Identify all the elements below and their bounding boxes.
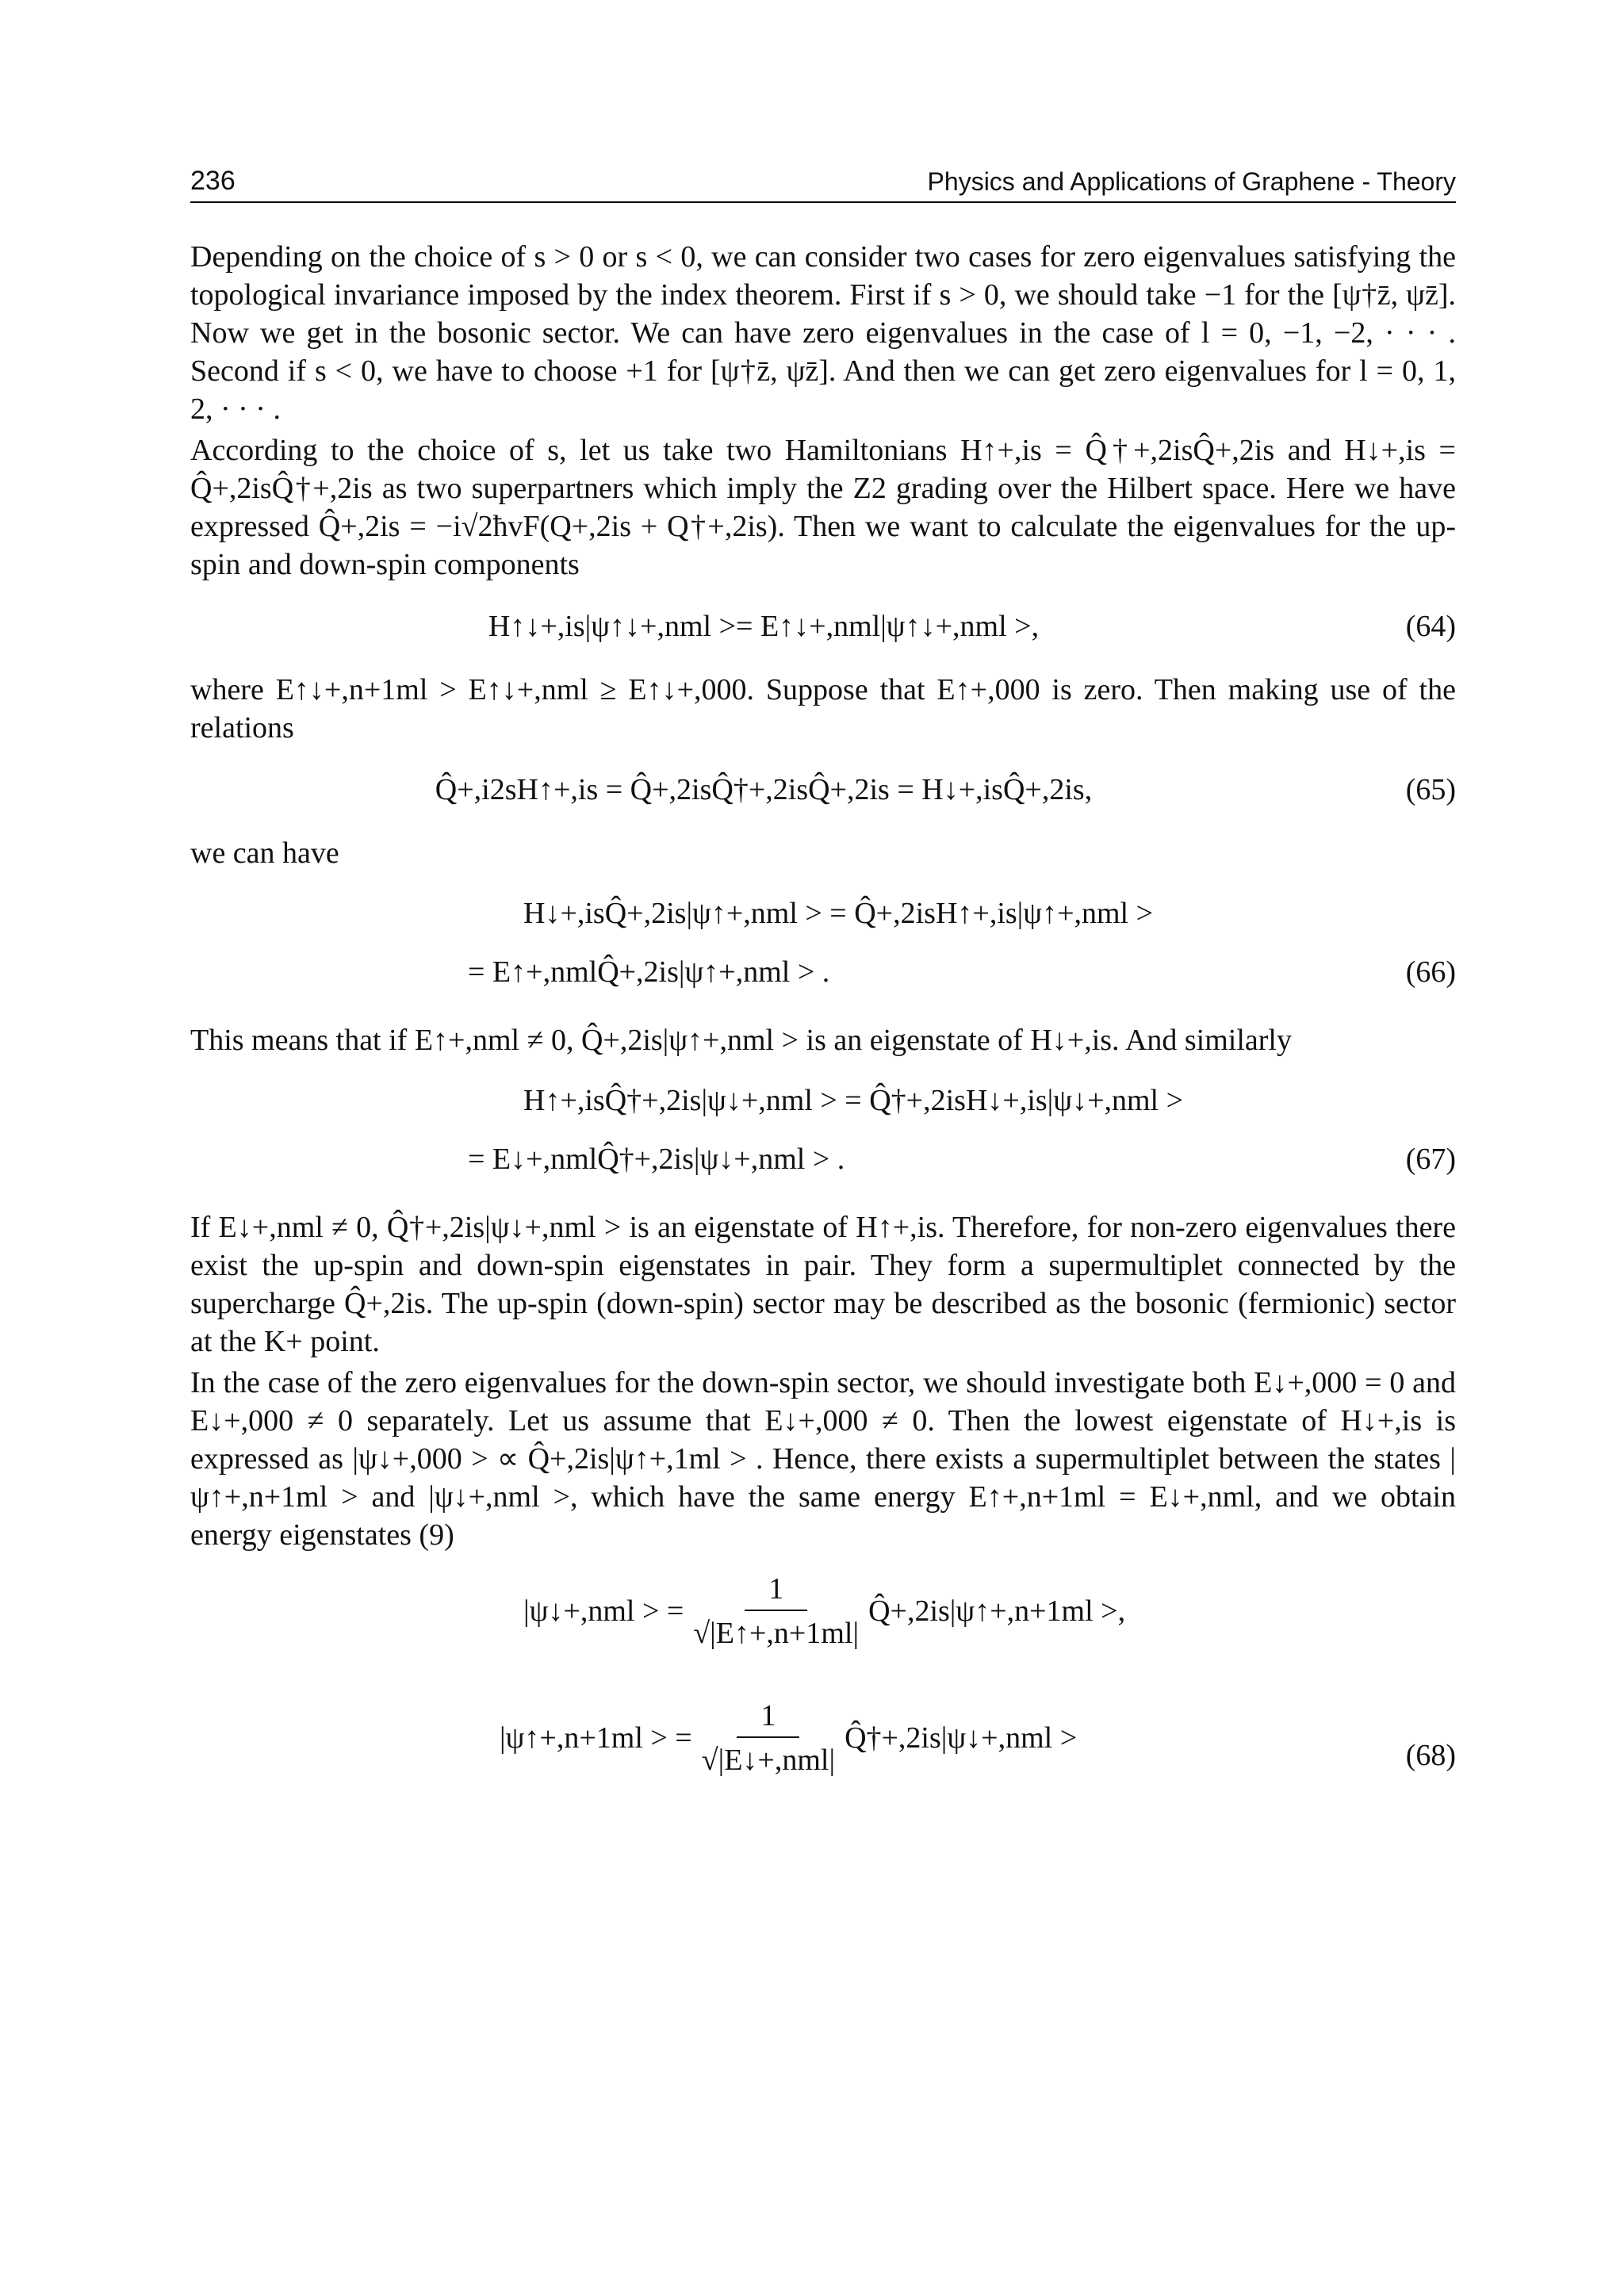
equation-66 — [190, 885, 1456, 1004]
paragraph-energy-ordering: where E↑↓+,n+1ml > E↑↓+,nml ≥ E↑↓+,000. Suppose that E↑+,000 is zero. Then making use of the relations — [190, 673, 1456, 745]
equation-68-row-1-rhs: Q̂+,2is|ψ↑+,n+1ml >, — [868, 1594, 1126, 1628]
equation-68-row-2-rhs: Q̂†+,2is|ψ↓+,nml > — [845, 1721, 1078, 1755]
equation-67 — [190, 1072, 1456, 1191]
equation-65-expression: Q̂+,i2sH↑+,is = Q̂+,2isQ̂†+,2isQ̂+,2is = H↓+,isQ̂+,2is, — [435, 773, 1093, 806]
equation-66-number: (66) — [1405, 955, 1456, 989]
paragraph-zero-eigenvalues: Depending on the choice of s > 0 or s < 0, we can consider two cases for zero eigenvalues satisfying the topological invariance imposed by the index theorem. First if s > 0, we should take −1 for the [ψ†z̄, ψz̄]. Now we get in the bosonic sector. We can have zero eigenvalues in the case of l = 0, −1, −2, · · · . Second if s < 0, we have to choose +1 for [ψ†z̄, ψz̄]. And then we can get zero eigenvalues for l = 0, 1, 2, · · · . — [190, 240, 1456, 426]
fraction-denominator: √|E↓+,nml| — [701, 1744, 836, 1777]
paragraph-supermultiplet: If E↓+,nml ≠ 0, Q̂†+,2is|ψ↓+,nml > is an eigenstate of H↑+,is. Therefore, for non-zero eigenvalues there exist the up-spin and down-spin eigenstates in pair. They form a supermultiplet connected by the supercharge Q̂+,2is. The up-spin (down-spin) sector may be described as the bosonic (fermionic) sector at the K+ point. — [190, 1211, 1456, 1358]
fraction-denominator: √|E↑+,n+1ml| — [693, 1617, 860, 1650]
equation-68-row-1 — [523, 1570, 1125, 1652]
equation-68-row-1-lhs: |ψ↓+,nml > = — [523, 1594, 684, 1628]
equation-67-number: (67) — [1405, 1143, 1456, 1176]
page-number: 236 — [190, 166, 236, 196]
paragraph-zero-down-spin: In the case of the zero eigenvalues for the down-spin sector, we should investigate both E↓+,000 = 0 and E↓+,000 ≠ 0 separately. Let us assume that E↓+,000 ≠ 0. Then the lowest eigenstate of H↓+,is is expressed as |ψ↓+,000 > ∝ Q̂+,2is|ψ↑+,1ml > . Hence, there exists a supermultiplet between the states |ψ↑+,n+1ml > and |ψ↓+,nml >, which have the same energy E↑+,n+1ml = E↓+,nml, and we obtain energy eigenstates (9) — [190, 1366, 1456, 1552]
equation-66-line-1: H↓+,isQ̂+,2is|ψ↑+,nml > = Q̂+,2isH↑+,is|ψ↑+,nml > — [523, 897, 1154, 930]
equation-68 — [190, 1570, 1456, 1824]
page-header — [190, 163, 1456, 203]
equation-68-row-2-lhs: |ψ↑+,n+1ml > = — [500, 1721, 692, 1755]
equation-64 — [190, 601, 1456, 653]
running-title: Physics and Applications of Graphene - Theory — [927, 167, 1456, 196]
paragraph-eigenstate-down: This means that if E↑+,nml ≠ 0, Q̂+,2is|ψ↑+,nml > is an eigenstate of H↓+,is. And similarly — [190, 1024, 1292, 1057]
text-body — [190, 238, 1456, 1839]
equation-64-number: (64) — [1405, 610, 1456, 643]
paragraph-we-can-have: we can have — [190, 836, 339, 870]
equation-68-row-1-fraction — [693, 1570, 859, 1652]
fraction-numerator: 1 — [745, 1570, 807, 1611]
paragraph-hamiltonians: According to the choice of s, let us take two Hamiltonians H↑+,is = Q̂†+,2isQ̂+,2is and H↓+,is = Q̂+,2isQ̂†+,2is as two superpartners which imply the Z2 grading over the Hilbert space. Here we have expressed Q̂+,2is = −i√2ħvF(Q+,2is + Q†+,2is). Then we want to calculate the eigenvalues for the up-spin and down-spin components — [190, 434, 1456, 581]
equation-65 — [190, 764, 1456, 817]
equation-66-line-2: = E↑+,nmlQ̂+,2is|ψ↑+,nml > . — [468, 955, 830, 989]
equation-68-row-2-fraction — [702, 1697, 835, 1779]
equation-67-line-2: = E↓+,nmlQ̂†+,2is|ψ↓+,nml > . — [468, 1143, 845, 1176]
equation-64-expression: H↑↓+,is|ψ↑↓+,nml >= E↑↓+,nml|ψ↑↓+,nml >, — [488, 610, 1040, 643]
equation-68-row-2 — [500, 1697, 1077, 1779]
equation-67-line-1: H↑+,isQ̂†+,2is|ψ↓+,nml > = Q̂†+,2isH↓+,is|ψ↓+,nml > — [523, 1084, 1184, 1117]
equation-68-number: (68) — [1405, 1739, 1456, 1772]
equation-65-number: (65) — [1405, 773, 1456, 806]
fraction-numerator: 1 — [737, 1697, 799, 1738]
